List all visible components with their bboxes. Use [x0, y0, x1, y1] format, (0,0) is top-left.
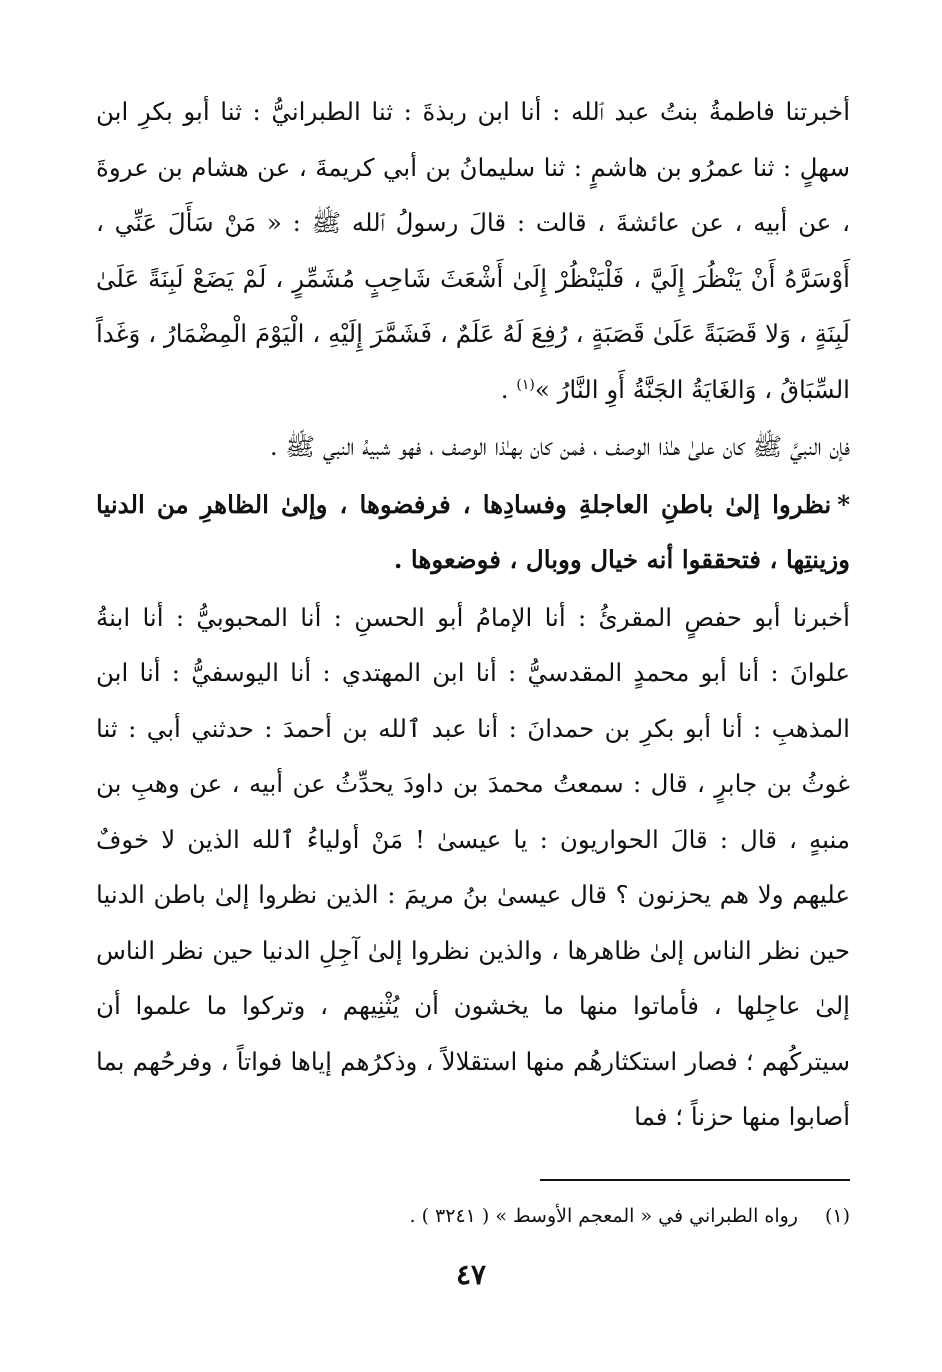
highlighted-saying — [96, 477, 850, 588]
page-number: ٤٧ — [455, 1258, 487, 1291]
narration-paragraph: أخبرنا أبو حفصٍ المقرئُ : أنا الإمامُ أبو الحسنِ : أنا المحبوبيُّ : أنا ابنةُ علوانَ : أنا أبو محمدٍ المقدسيُّ : أنا ابن المهتدي : أنا اليوسفيُّ : أنا ابن المذهبِ : أنا أبو بكرِ بن حمدانَ : أنا عبد ٱلله بن أحمدَ : حدثني أبي : ثنا غوثُ بن جابرٍ ، قال : سمعتُ محمدَ بن داودَ يحدِّثُ عن أبيه ، عن وهبِ بن منبهٍ ، قال : قالَ الحواريون : يا عيسىٰ ! مَنْ أولياءُ ٱلله الذين لا خوفٌ عليهم ولا هم يحزنون ؟ قال عيسىٰ بنُ مريمَ : الذين نظروا إلىٰ باطن الدنيا حين نظر الناس إلىٰ ظاهرها ، والذين نظروا إلىٰ آجِلِ الدنيا حين نظر الناس إلىٰ عاجِلها ، فأماتوا منها ما يخشون أن يُثْنِيهم ، وتركوا ما علموا أن سيتركُهم ؛ فصار استكثارهُم منها استقلالاً ، وذكرُهم إياها فواتاً ، وفرحُهم بما أصابوا منها حزناً ؛ فما — [96, 602, 851, 1131]
highlighted-saying-text: نظروا إلىٰ باطنِ العاجلةِ وفسادِها ، فرفضوها ، وإلىٰ الظاهرِ من الدنيا وزينتِها ، فتحققوا أنه خيال ووبال ، فوضعوها . — [96, 489, 850, 574]
page-body — [96, 84, 850, 1145]
footnote-reference: (١) — [516, 376, 535, 393]
footnote-text: رواه الطبراني في « المعجم الأوسط » ( ٣٢٤١ ) . — [409, 1205, 798, 1227]
hadith-end: . — [500, 374, 517, 404]
hadith-paragraph — [96, 84, 850, 417]
star-marker: * — [837, 489, 850, 519]
footnote — [300, 1196, 850, 1236]
commentary-paragraph: فإن النبيَّ ﷺ كان علىٰ هـٰذا الوصف ، فمن كان بهـٰذا الوصف ، فهو شبيهُ النبي ﷺ . — [269, 432, 850, 461]
footnote-number: (١) — [824, 1205, 850, 1227]
footnote-divider — [540, 1179, 850, 1181]
hadith-text: أخبرتنا فاطمةُ بنتُ عبد ٱلله : أنا ابن ربذةَ : ثنا الطبرانيُّ : ثنا أبو بكرِ ابن سهلٍ : ثنا عمرُو بن هاشمٍ : ثنا سليمانُ بن أبي كريمةَ ، عن هشام بن عروةَ ، عن أبيه ، عن عائشةَ ، قالت : قالَ رسولُ ٱلله ﷺ : « مَنْ سَأَلَ عَنِّي ، أَوْسَرَّهُ أَنْ يَنْظُرَ إِلَيَّ ، فَلْيَنْظُرْ إِلَىٰ أَشْعَثَ شَاحِبٍ مُشَمِّرٍ ، لَمْ يَضَعْ لَبِنَةً عَلَىٰ لَبِنَةٍ ، وَلا قَصَبَةً عَلَىٰ قَصَبَةٍ ، رُفِعَ لَهُ عَلَمٌ ، فَشَمَّرَ إِلَيْهِ ، الْيَوْمَ الْمِضْمَارُ ، وَغَداً السِّبَاقُ ، وَالغَايَةُ الجَنَّةُ أَوِ النَّارُ » — [96, 97, 850, 404]
